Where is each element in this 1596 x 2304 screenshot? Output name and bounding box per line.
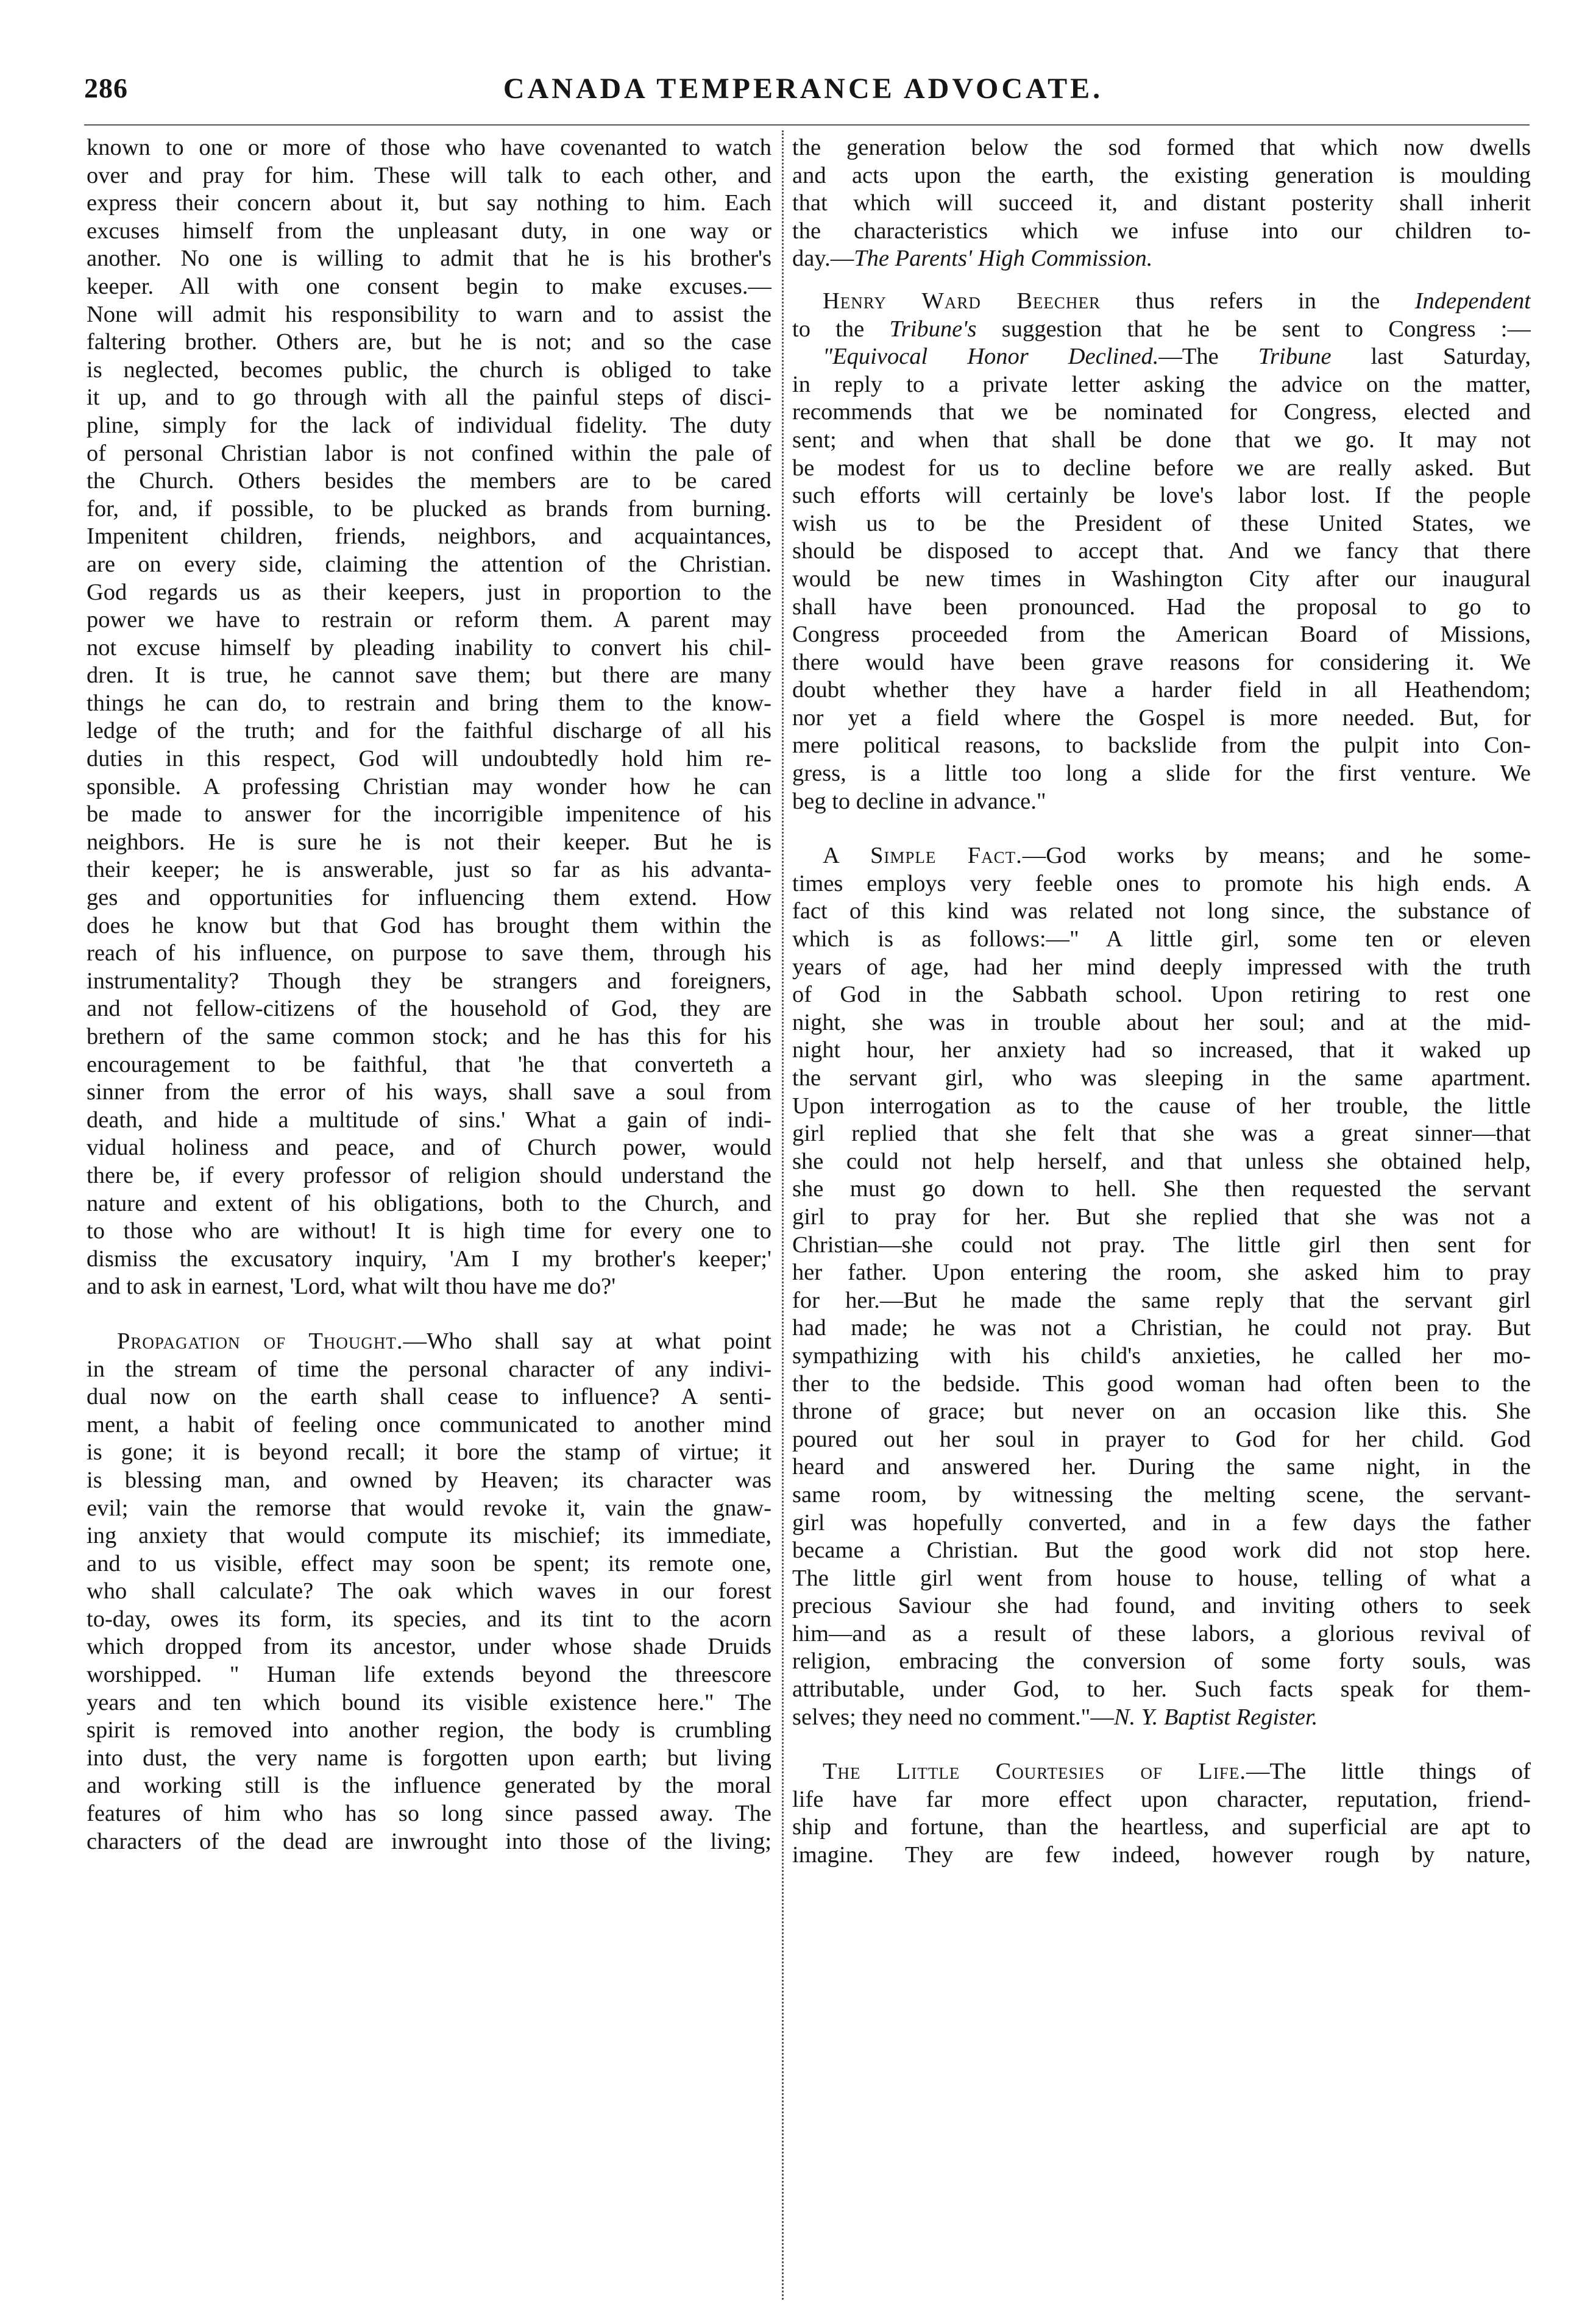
article-line: which dropped from its ancestor, under whose shade Druids xyxy=(87,1634,771,1660)
article-heading: A Simple Fact. xyxy=(823,843,1023,869)
article-line: heard and answered her. During the same night, in the xyxy=(792,1454,1531,1480)
article-line: and acts upon the earth, the existing generation is moulding xyxy=(792,162,1531,188)
article-line: her father. Upon entering the room, she asked him to pray xyxy=(792,1260,1531,1286)
article-first-line xyxy=(792,288,1531,316)
article-line: in the stream of time the personal character of any indivi- xyxy=(87,1356,771,1382)
article-line: another. No one is willing to admit that he is his brother's xyxy=(87,246,771,272)
article-heading: The Little Courtesies of Life. xyxy=(823,1759,1246,1785)
article-line: precious Saviour she had found, and inviting others to seek xyxy=(792,1593,1531,1619)
page-header xyxy=(84,72,1522,127)
article-last-line xyxy=(792,1704,1531,1732)
article-line: girl to pray for her. But she replied that she was not a xyxy=(792,1203,1531,1230)
article-line: The little girl went from house to house, telling of what a xyxy=(792,1565,1531,1591)
article-first-line xyxy=(792,842,1531,870)
article-line: attributable, under God, to her. Such facts speak for them- xyxy=(792,1676,1531,1703)
text-span: to the xyxy=(792,316,890,342)
article-line: sinner from the error of his ways, shall save a soul from xyxy=(87,1079,771,1105)
header-rule xyxy=(84,124,1530,126)
article-line: brethern of the same common stock; and he has this for his xyxy=(87,1024,771,1049)
article-line: instrumentality? Though they be strangers and foreigners, xyxy=(87,968,771,994)
text-span: —God works by means; and he some- xyxy=(1022,843,1531,869)
text-span: —The xyxy=(1158,344,1258,370)
article-line: that which will succeed it, and distant posterity shall inherit xyxy=(792,190,1531,216)
article-line: Impenitent children, friends, neighbors, and acquaintances, xyxy=(87,523,771,550)
article-line: to-day, owes its form, its species, and its tint to the acorn xyxy=(87,1606,771,1632)
article-line: reach of his influence, on purpose to save them, through his xyxy=(87,940,771,966)
article-spacer xyxy=(87,1301,771,1328)
article-line: and to us visible, effect may soon be spent; its remote one, xyxy=(87,1550,771,1576)
article-line: the servant girl, who was sleeping in the same apartment. xyxy=(792,1065,1531,1091)
article-line: had made; he was not a Christian, he could not pray. But xyxy=(792,1315,1531,1341)
article-line: it up, and to go through with all the painful steps of disci- xyxy=(87,385,771,411)
article-line: girl replied that she felt that she was a great sinner—that xyxy=(792,1121,1531,1147)
article-line: vidual holiness and peace, and of Church power, would xyxy=(87,1135,771,1161)
article-line: None will admit his responsibility to warn and to assist the xyxy=(87,301,771,327)
article-line: the characteristics which we infuse into our children to- xyxy=(792,218,1531,244)
beecher-article xyxy=(792,288,1531,815)
article-line: became a Christian. But the good work did not stop here. xyxy=(792,1537,1531,1564)
article-line: their keeper; he is answerable, just so far as his advanta- xyxy=(87,857,771,883)
article-line: ment, a habit of feeling once communicated to another mind xyxy=(87,1411,771,1437)
article-line: Christian—she could not pray. The little girl then sent for xyxy=(792,1232,1531,1258)
article-line: ing anxiety that would compute its mischief; its immediate, xyxy=(87,1523,771,1549)
article-line: and not fellow-citizens of the household of God, they are xyxy=(87,996,771,1022)
article-spacer xyxy=(792,815,1531,842)
article-line: there would have been grave reasons for considering it. We xyxy=(792,649,1531,675)
article-line: girl was hopefully converted, and in a few days the father xyxy=(792,1509,1531,1536)
article-line: the generation below the sod formed that which now dwells xyxy=(792,135,1531,160)
article-line: shall have been pronounced. Had the proposal to go to xyxy=(792,594,1531,620)
article-line: in reply to a private letter asking the advice on the matter, xyxy=(792,371,1531,397)
article-body xyxy=(792,1786,1531,1870)
article-line: is blessing man, and owned by Heaven; its character was xyxy=(87,1467,771,1493)
article-line: for, and, if possible, to be plucked as brands from burning. xyxy=(87,495,771,522)
article-body xyxy=(792,870,1531,1704)
article-line: fact of this kind was related not long since, the substance of xyxy=(792,898,1531,924)
article-line: keeper. All with one consent begin to make excuses.— xyxy=(87,273,771,299)
text-span: last Saturday, xyxy=(1331,344,1531,370)
article-line: imagine. They are few indeed, however rough by nature, xyxy=(792,1842,1531,1868)
article-line: does he know but that God has brought them within the xyxy=(87,912,771,938)
article-first-line xyxy=(87,1328,771,1356)
article-line: sent; and when that shall be done that we go. It may not xyxy=(792,427,1531,453)
article-line: mere political reasons, to backslide from the pulpit into Con- xyxy=(792,732,1531,759)
article-line: spirit is removed into another region, the body is crumbling xyxy=(87,1717,771,1743)
article-body xyxy=(792,371,1531,816)
article-line: the Church. Others besides the members are to be cared xyxy=(87,468,771,494)
article-line: excuses himself from the unpleasant duty, in one way or xyxy=(87,218,771,244)
paper-name: Independent xyxy=(1414,288,1531,314)
article-line: over and pray for him. These will talk to each other, and xyxy=(87,162,771,188)
article-last-line xyxy=(792,245,1531,273)
article-line: ges and opportunities for influencing them extend. How xyxy=(87,885,771,911)
article-line: be made to answer for the incorrigible impenitence of his xyxy=(87,801,771,828)
article-line: known to one or more of those who have covenanted to watch xyxy=(87,135,771,160)
article-line: beg to decline in advance." xyxy=(792,788,1046,814)
article-line: and working still is the influence generated by the moral xyxy=(87,1773,771,1799)
paper-name: Tribune xyxy=(1258,344,1332,370)
text-span: day.— xyxy=(792,246,854,272)
text-span: —The little things of xyxy=(1246,1759,1531,1785)
article-line: encouragement to be faithful, that 'he that converteth a xyxy=(87,1051,771,1077)
article-line: gress, is a little too long a slide for the first venture. We xyxy=(792,760,1531,787)
paper-name: Tribune's xyxy=(889,316,977,342)
propagation-article xyxy=(87,1328,771,1856)
article-line: is gone; it is beyond recall; it bore the stamp of virtue; it xyxy=(87,1439,771,1466)
article-line: is neglected, becomes public, the church is obliged to take xyxy=(87,356,771,383)
article-line: are on every side, claiming the attention of the Christian. xyxy=(87,551,771,577)
article-line: who shall calculate? The oak which waves in our forest xyxy=(87,1578,771,1604)
article-line: faltering brother. Others are, but he is not; and so the case xyxy=(87,329,771,355)
article-line: throne of grace; but never on an occasion like this. She xyxy=(792,1398,1531,1425)
article-line: nature and extent of his obligations, both to the Church, and xyxy=(87,1190,771,1216)
article-line: neighbors. He is sure he is not their keeper. But he is xyxy=(87,829,771,855)
article-line: life have far more effect upon character, reputation, friend- xyxy=(792,1786,1531,1812)
left-column xyxy=(87,134,771,1856)
article-body xyxy=(87,1356,771,1856)
article-spacer xyxy=(792,273,1531,288)
article-line: years and ten which bound its visible existence here." The xyxy=(87,1689,771,1715)
article-line: dren. It is true, he cannot save them; but there are many xyxy=(87,662,771,689)
article-line: such efforts will certainly be love's labor lost. If the people xyxy=(792,483,1531,509)
article-line: poured out her soul in prayer to God for her child. God xyxy=(792,1426,1531,1452)
article-line: of personal Christian labor is not confined within the pale of xyxy=(87,440,771,466)
article-line xyxy=(792,343,1531,371)
courtesies-article xyxy=(792,1758,1531,1869)
text-span: —Who shall say at what point xyxy=(403,1328,771,1354)
text-span: suggestion that he be sent to Congress :— xyxy=(976,316,1531,342)
article-line: of God in the Sabbath school. Upon retiring to rest one xyxy=(792,982,1531,1008)
text-span: thus refers in the xyxy=(1100,288,1415,314)
article-line: dismiss the excusatory inquiry, 'Am I my brother's keeper;' xyxy=(87,1246,771,1272)
article-line: and to ask in earnest, 'Lord, what wilt thou have me do?' xyxy=(87,1274,616,1300)
article-line: ther to the bedside. This good woman had often been to the xyxy=(792,1370,1531,1397)
text-span: selves; they need no comment."— xyxy=(792,1704,1114,1730)
article-line: ship and fortune, than the heartless, and superficial are apt to xyxy=(792,1814,1531,1840)
article-line: things he can do, to restrain and bring them to the know- xyxy=(87,690,771,716)
article-line: she could not help herself, and that unless she obtained help, xyxy=(792,1148,1531,1174)
article-line: duties in this respect, God will undoubtedly hold him re- xyxy=(87,746,771,772)
article-line: into dust, the very name is forgotten upon earth; but living xyxy=(87,1745,771,1771)
propagation-continuation xyxy=(792,134,1531,273)
article-line: him—and as a result of these labors, a glorious revival of xyxy=(792,1620,1531,1646)
simple-fact-article xyxy=(792,842,1531,1731)
article-line: dual now on the earth shall cease to influence? A senti- xyxy=(87,1384,771,1410)
article-line: sympathizing with his child's anxieties, he called her mo- xyxy=(792,1342,1531,1369)
article-line: years of age, had her mind deeply impressed with the truth xyxy=(792,954,1531,980)
quote-title: "Equivocal Honor Declined. xyxy=(823,344,1159,370)
article-line: for her.—But he made the same reply that the servant girl xyxy=(792,1287,1531,1313)
article-line: power we have to restrain or reform them. A parent may xyxy=(87,607,771,633)
article-line: doubt whether they have a harder field in all Heathendom; xyxy=(792,677,1531,703)
source-citation: N. Y. Baptist Register. xyxy=(1113,1704,1318,1730)
article-line: which is as follows:—" A little girl, some ten or eleven xyxy=(792,926,1531,952)
article-line: be modest for us to decline before we are really asked. But xyxy=(792,455,1531,481)
article-line: should be disposed to accept that. And we fancy that there xyxy=(792,538,1531,564)
article-spacer xyxy=(792,1731,1531,1758)
article-line: she must go down to hell. She then requested the servant xyxy=(792,1176,1531,1202)
article-line: express their concern about it, but say nothing to him. Each xyxy=(87,190,771,216)
article-first-line xyxy=(792,1758,1531,1786)
article-line: characters of the dead are inwrought into those of the living; xyxy=(87,1828,771,1854)
article-heading: Propagation of Thought. xyxy=(117,1328,403,1354)
intro-article xyxy=(87,134,771,1301)
article-line: death, and hide a multitude of sins.' What a gain of indi- xyxy=(87,1107,771,1133)
article-line: wish us to be the President of these United States, we xyxy=(792,510,1531,536)
article-line: ledge of the truth; and for the faithful discharge of all his xyxy=(87,718,771,744)
article-line: features of him who has so long since passed away. The xyxy=(87,1801,771,1827)
article-line: nor yet a field where the Gospel is more needed. But, for xyxy=(792,704,1531,731)
article-line: same room, by witnessing the melting scene, the servant- xyxy=(792,1481,1531,1508)
author-name: Henry Ward Beecher xyxy=(823,288,1101,314)
article-line: worshipped. " Human life extends beyond the threescore xyxy=(87,1662,771,1688)
article-line: pline, simply for the lack of individual fidelity. The duty xyxy=(87,412,771,438)
right-column xyxy=(792,134,1531,1870)
article-line: there be, if every professor of religion should understand the xyxy=(87,1162,771,1188)
article-line: evil; vain the remorse that would revoke it, vain the gnaw- xyxy=(87,1495,771,1521)
article-line: Upon interrogation as to the cause of her trouble, the little xyxy=(792,1093,1531,1119)
article-line: Congress proceeded from the American Board of Missions, xyxy=(792,622,1531,648)
column-divider xyxy=(782,130,784,2300)
article-line: recommends that we be nominated for Congress, elected and xyxy=(792,399,1531,425)
article-line: sponsible. A professing Christian may wonder how he can xyxy=(87,773,771,799)
article-line: times employs very feeble ones to promote his high ends. A xyxy=(792,870,1531,896)
article-line xyxy=(792,316,1531,344)
article-line: night hour, her anxiety had so increased, that it waked up xyxy=(792,1037,1531,1063)
article-line: religion, embracing the conversion of some forty souls, was xyxy=(792,1648,1531,1675)
source-citation: The Parents' High Commission. xyxy=(854,246,1153,272)
page-number: 286 xyxy=(84,73,128,104)
article-line: would be new times in Washington City after our inaugural xyxy=(792,565,1531,592)
article-body xyxy=(792,134,1531,245)
running-title: CANADA TEMPERANCE ADVOCATE. xyxy=(503,73,1104,105)
article-line: God regards us as their keepers, just in proportion to the xyxy=(87,579,771,605)
article-line: to those who are without! It is high time for every one to xyxy=(87,1218,771,1244)
article-line: night, she was in trouble about her soul; and at the mid- xyxy=(792,1009,1531,1035)
article-line: not excuse himself by pleading inability to convert his chil- xyxy=(87,634,771,661)
